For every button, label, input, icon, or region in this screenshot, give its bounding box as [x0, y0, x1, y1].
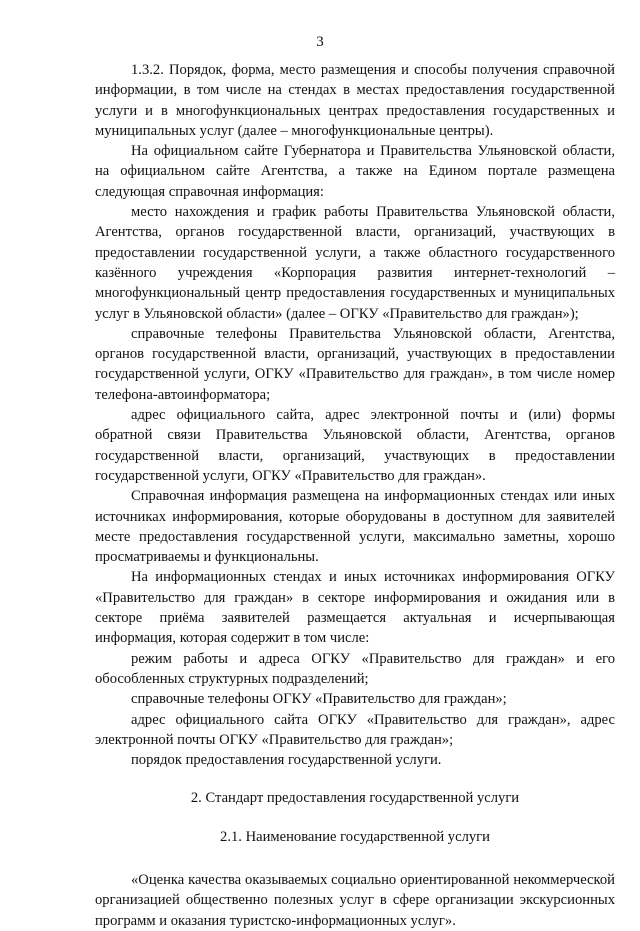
- paragraph-ogku-website: адрес официального сайта ОГКУ «Правительство для граждан», адрес электронной почты ОГКУ «Правительство для граждан»;: [95, 711, 615, 748]
- paragraph-phones: справочные телефоны Правительства Ульяновской области, Агентства, органов государственной власти, организаций, участвующих в предоставлении государственной услуги, ОГКУ «Правительство для граждан», в том числе номер телефона-автоинформатора;: [95, 325, 615, 403]
- subsection-heading: 2.1. Наименование государственной услуги: [220, 828, 490, 845]
- paragraph-location-schedule: место нахождения и график работы Правительства Ульяновской области, Агентства, органов государственной власти, организаций, участвующих в предоставлении государственной услуги, а также областного государственного казённого учреждения «Корпорация развития интернет-технологий – многофункциональный центр предоставления государственных и муниципальных услуг в Ульяновской области» (далее – ОГКУ «Правительство для граждан»);: [95, 204, 615, 322]
- paragraph-1-3-2: 1.3.2. Порядок, форма, место размещения и способы получения справочной информации, в том числе на стендах в местах предоставления государственной услуги и в многофункциональных центрах предоставления государственных и муниципальных услуг (далее – многофункциональные центры).: [95, 62, 615, 139]
- paragraph-ogku-phones: справочные телефоны ОГКУ «Правительство для граждан»;: [131, 691, 507, 708]
- section-heading: 2. Стандарт предоставления государственной услуги: [190, 790, 520, 807]
- paragraph-ogku-stands: На информационных стендах и иных источниках информирования ОГКУ «Правительство для граждан» в секторе информирования и ожидания или в секторе приёма заявителей размещается актуальная и исчерпывающая информация, которая содержит в том числе:: [95, 569, 615, 647]
- paragraph-official-sites: На официальном сайте Губернатора и Правительства Ульяновской области, на официальном сайте Агентства, а также на Едином портале размещена следующая справочная информация:: [95, 143, 615, 200]
- service-name: «Оценка качества оказываемых социально ориентированной некоммерческой организацией общественно полезных услуг в сфере организации экскурсионных программ и оказания туристско-информационных услуг».: [95, 871, 615, 929]
- paragraph-work-schedule: режим работы и адреса ОГКУ «Правительство для граждан» и его обособленных структурных подразделений;: [95, 650, 615, 687]
- paragraph-procedure: порядок предоставления государственной услуги.: [131, 752, 442, 769]
- paragraph-website-email: адрес официального сайта, адрес электронной почты и (или) формы обратной связи Правительства Ульяновской области, Агентства, органов государственной власти, организаций, участвующих в предоставлении государственной услуги, ОГКУ «Правительство для граждан».: [95, 407, 615, 484]
- page-number: 3: [316, 34, 324, 50]
- document-body: [95, 60, 615, 931]
- paragraph-info-stands: Справочная информация размещена на информационных стендах или иных источниках информирования, которые оборудованы в доступном для заявителей месте предоставления государственной услуги, максимально заметны, хорошо просматриваемы и функциональны.: [95, 488, 615, 566]
